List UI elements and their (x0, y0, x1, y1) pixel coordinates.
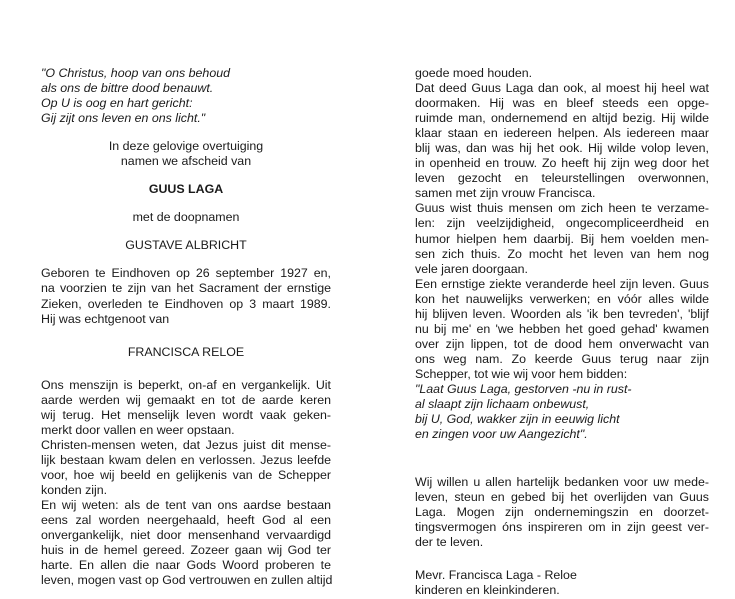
continuation-line: kon het nauwelijks verwerken; en vóór alles wilde (415, 291, 709, 306)
prayer-line: en zingen voor uw Aangezicht". (415, 427, 588, 442)
continuation-line: hij blijven leven. Woorden als 'ik ben tevreden', 'blijf (415, 306, 709, 321)
reflection-line: leven, mogen vast op God vertrouwen en zullen altijd (41, 573, 333, 588)
reflection-line: huis in de hemel gereed. Zozeer gaan wij God ter (41, 543, 331, 558)
intro-line: namen we afscheid van (120, 154, 252, 169)
continuation-line: Guus wist thuis mensen om zich heen te verzame- (415, 201, 709, 216)
biography-line: Zieken, overleden te Eindhoven op 3 maart 1989. (41, 296, 331, 311)
reflection-line: eens zal worden neergehaald, heeft God al een (41, 513, 331, 528)
signature-line: Mevr. Francisca Laga - Reloe (415, 568, 577, 583)
reflection-line: onvergankelijk, niet door mensenhand vervaardigd (41, 528, 331, 543)
continuation-line: blij was, dan was hij het ook. Hij wilde volop leven, (415, 141, 709, 156)
biography-line: Geboren te Eindhoven op 26 september 1927 en, (41, 266, 331, 281)
continuation-line: klaar staan en iedereen helpen. Als iedereen maar (415, 126, 709, 141)
poem-line: Op U is oog en hart gericht: (41, 96, 193, 111)
thanks-line: Wij willen u allen hartelijk bedanken voor uw mede- (415, 475, 709, 490)
thanks-line: tingsvermogen óns inspireren om in zijn geest ver- (415, 520, 709, 535)
continuation (415, 66, 709, 382)
biography-line: Hij was echtgenoot van (41, 311, 170, 326)
prayer (415, 382, 709, 442)
reflection-line: konden zijn. (41, 482, 108, 497)
reflection-line: Christen-mensen weten, dat Jezus juist dit mense- (41, 437, 331, 452)
continuation-line: nu bij me' en 'we hebben het goed gehad' kwamen (415, 321, 709, 336)
prayer-line: "Laat Guus Laga, gestorven -nu in rust- (415, 381, 632, 396)
continuation-line: len: zijn veelzijdigheid, ongecompliceerdheid en (415, 216, 709, 231)
reflection-line: Ons menszijn is beperkt, on-af en vergankelijk. Uit (41, 377, 331, 392)
reflection-line: harte. En allen die naar Gods Woord proberen te (41, 558, 331, 573)
deceased-name: GUUS LAGA (148, 182, 224, 197)
continuation-line: in openheid en trouw. Zo heeft hij zijn weg door het (415, 156, 709, 171)
reflection-line: lijk bestaan kwam delen en verlossen. Jezus leefde (41, 452, 331, 467)
reflection-line: voor, hoe wij beeld en gelijkenis van de Schepper (41, 467, 331, 482)
continuation-line: goede moed houden. (415, 66, 533, 80)
continuation-line: sen zich thuis. Zo mocht het leven van hem nog (415, 246, 709, 261)
reflection (41, 378, 331, 589)
continuation-line: Een ernstige ziekte veranderde heel zijn leven. Guus (415, 276, 709, 291)
spouse-name: FRANCISCA RELOE (127, 344, 245, 359)
thanks-line: der te leven. (415, 535, 484, 550)
prayer-line: bij U, God, wakker zijn in eeuwig licht (415, 412, 620, 427)
continuation-line: leven gezocht en teleurstellingen overwonnen, (415, 171, 709, 186)
continuation-line: doormaken. Hij was en bleef steeds een opge- (415, 96, 709, 111)
signature-line: kinderen en kleinkinderen. (415, 583, 560, 598)
continuation-line: humor hielpen hem daarbij. Bij hem voelden men- (415, 231, 709, 246)
thanks-line: Laga. Mogen zijn ondernemingszin en doorzet- (415, 505, 709, 520)
intro-line: In deze gelovige overtuiging (108, 139, 264, 154)
reflection-line: En wij weten: als de tent van ons aardse bestaan (41, 498, 331, 513)
thanks (415, 475, 709, 550)
signature (415, 568, 709, 598)
left-page (41, 66, 331, 588)
continuation-line: ons weg nam. Zo keerde Guus terug naar zijn (415, 351, 709, 366)
reflection-line: aarde werden wij gemaakt en tot de aarde keren (41, 392, 331, 407)
baptism-names: GUSTAVE ALBRICHT (125, 238, 247, 253)
reflection-line: wij terug. Het menselijk leven wordt vaak geken- (41, 407, 331, 422)
baptism-intro: met de doopnamen (132, 210, 240, 225)
opening-poem (41, 66, 331, 126)
poem-line: als ons de bittre dood benauwt. (41, 81, 214, 96)
poem-line: "O Christus, hoop van ons behoud (41, 66, 230, 80)
continuation-line: over zijn lippen, tot de dood hem onverwacht van (415, 336, 709, 351)
continuation-line: Schepper, tot wie wij voor hem bidden: (415, 366, 628, 381)
poem-line: Gij zijt ons leven en ons licht." (41, 111, 206, 126)
prayer-line: al slaapt zijn lichaam onbewust, (415, 397, 590, 412)
continuation-line: samen met zijn vrouw Francisca. (415, 186, 596, 201)
continuation-line: ruimde man, ondernemend en altijd bezig. Hij wilde (415, 111, 709, 126)
right-page (415, 66, 709, 599)
biography-line: na voorzien te zijn van het Sacrament der ernstige (41, 281, 331, 296)
reflection-line: merkt door vallen en weer opstaan. (41, 422, 235, 437)
thanks-line: leven, steun en gebed bij het overlijden van Guus (415, 490, 709, 505)
continuation-line: Dat deed Guus Laga dan ook, al moest hij heel wat (415, 81, 709, 96)
biography (41, 266, 331, 326)
continuation-line: vele jaren doorgaan. (415, 261, 528, 276)
